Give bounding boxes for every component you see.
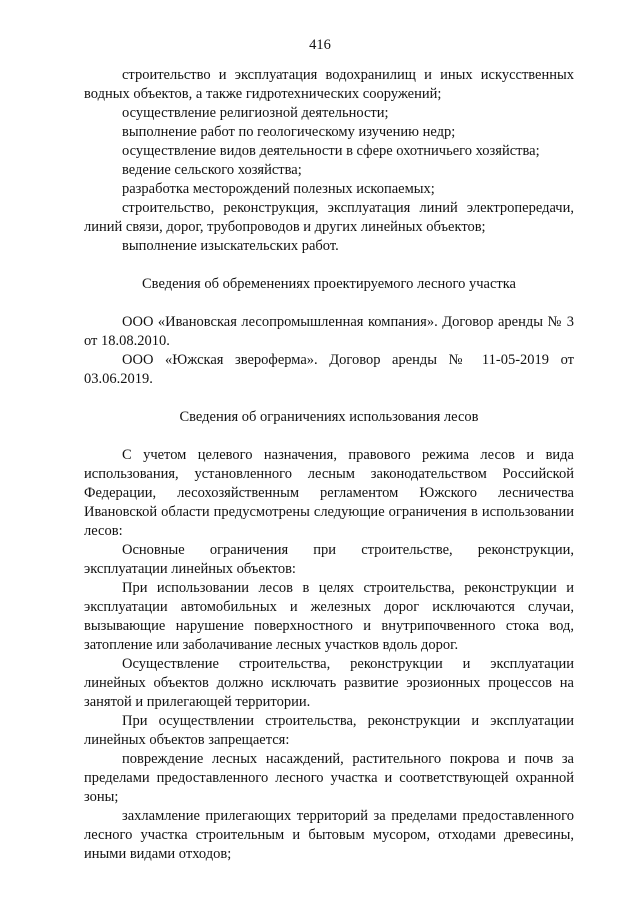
restriction-paragraph: повреждение лесных насаждений, растительного покрова и почв за пределами предоставленного лесного участка и соответствующей охранной зоны; [84, 751, 574, 805]
activity-item: выполнение изыскательских работ. [122, 238, 339, 254]
document-body [84, 66, 574, 864]
spacer [84, 389, 574, 408]
encumbrance-item: ООО «Южская звероферма». Договор аренды № 11-05-2019 от 03.06.2019. [84, 352, 574, 387]
restrictions-heading: Сведения об ограничениях использования лесов [179, 409, 479, 425]
spacer [84, 294, 574, 313]
restriction-paragraph: захламление прилегающих территорий за пределами предоставленного лесного участка строительным и бытовым мусором, отходами древесины, иными видами отходов; [84, 808, 574, 862]
restriction-paragraph: Осуществление строительства, реконструкции и эксплуатации линейных объектов должно исключать развитие эрозионных процессов на занятой и прилегающей территории. [84, 656, 574, 710]
encumbrance-item: ООО «Ивановская лесопромышленная компания». Договор аренды № 3 от 18.08.2010. [84, 314, 574, 349]
activity-item: разработка месторождений полезных ископаемых; [122, 181, 435, 197]
restriction-paragraph: С учетом целевого назначения, правового режима лесов и вида использования, установленного лесным законодательством Российской Федерации, лесохозяйственным регламентом Южского лесничества Ивановской области предусмотрены следующие ограничения в использовании лесов: [84, 447, 574, 539]
activities-list [84, 66, 574, 256]
encumbrances-heading: Сведения об обременениях проектируемого лесного участка [142, 276, 516, 292]
activity-item: осуществление видов деятельности в сфере охотничьего хозяйства; [122, 143, 540, 159]
restriction-paragraph: Основные ограничения при строительстве, реконструкции, эксплуатации линейных объектов: [84, 542, 574, 577]
encumbrances-list [84, 313, 574, 389]
activity-item: выполнение работ по геологическому изучению недр; [122, 124, 456, 140]
activity-item: строительство, реконструкция, эксплуатация линий электропередачи, линий связи, дорог, трубопроводов и других линейных объектов; [84, 200, 574, 235]
restriction-paragraph: При использовании лесов в целях строительства, реконструкции и эксплуатации автомобильных и железных дорог исключаются случаи, вызывающие нарушение поверхностного и внутрипочвенного стока вод, затопление или заболачивание лесных участков вдоль дорог. [84, 580, 574, 653]
activity-item: осуществление религиозной деятельности; [122, 105, 389, 121]
spacer [84, 427, 574, 446]
page-number: 416 [309, 37, 331, 53]
restriction-paragraph: При осуществлении строительства, реконструкции и эксплуатации линейных объектов запрещается: [84, 713, 574, 748]
restrictions-list [84, 446, 574, 864]
spacer [84, 256, 574, 275]
activity-item: ведение сельского хозяйства; [122, 162, 302, 178]
activity-item: строительство и эксплуатация водохранилищ и иных искусственных водных объектов, а также гидротехнических сооружений; [84, 67, 574, 102]
